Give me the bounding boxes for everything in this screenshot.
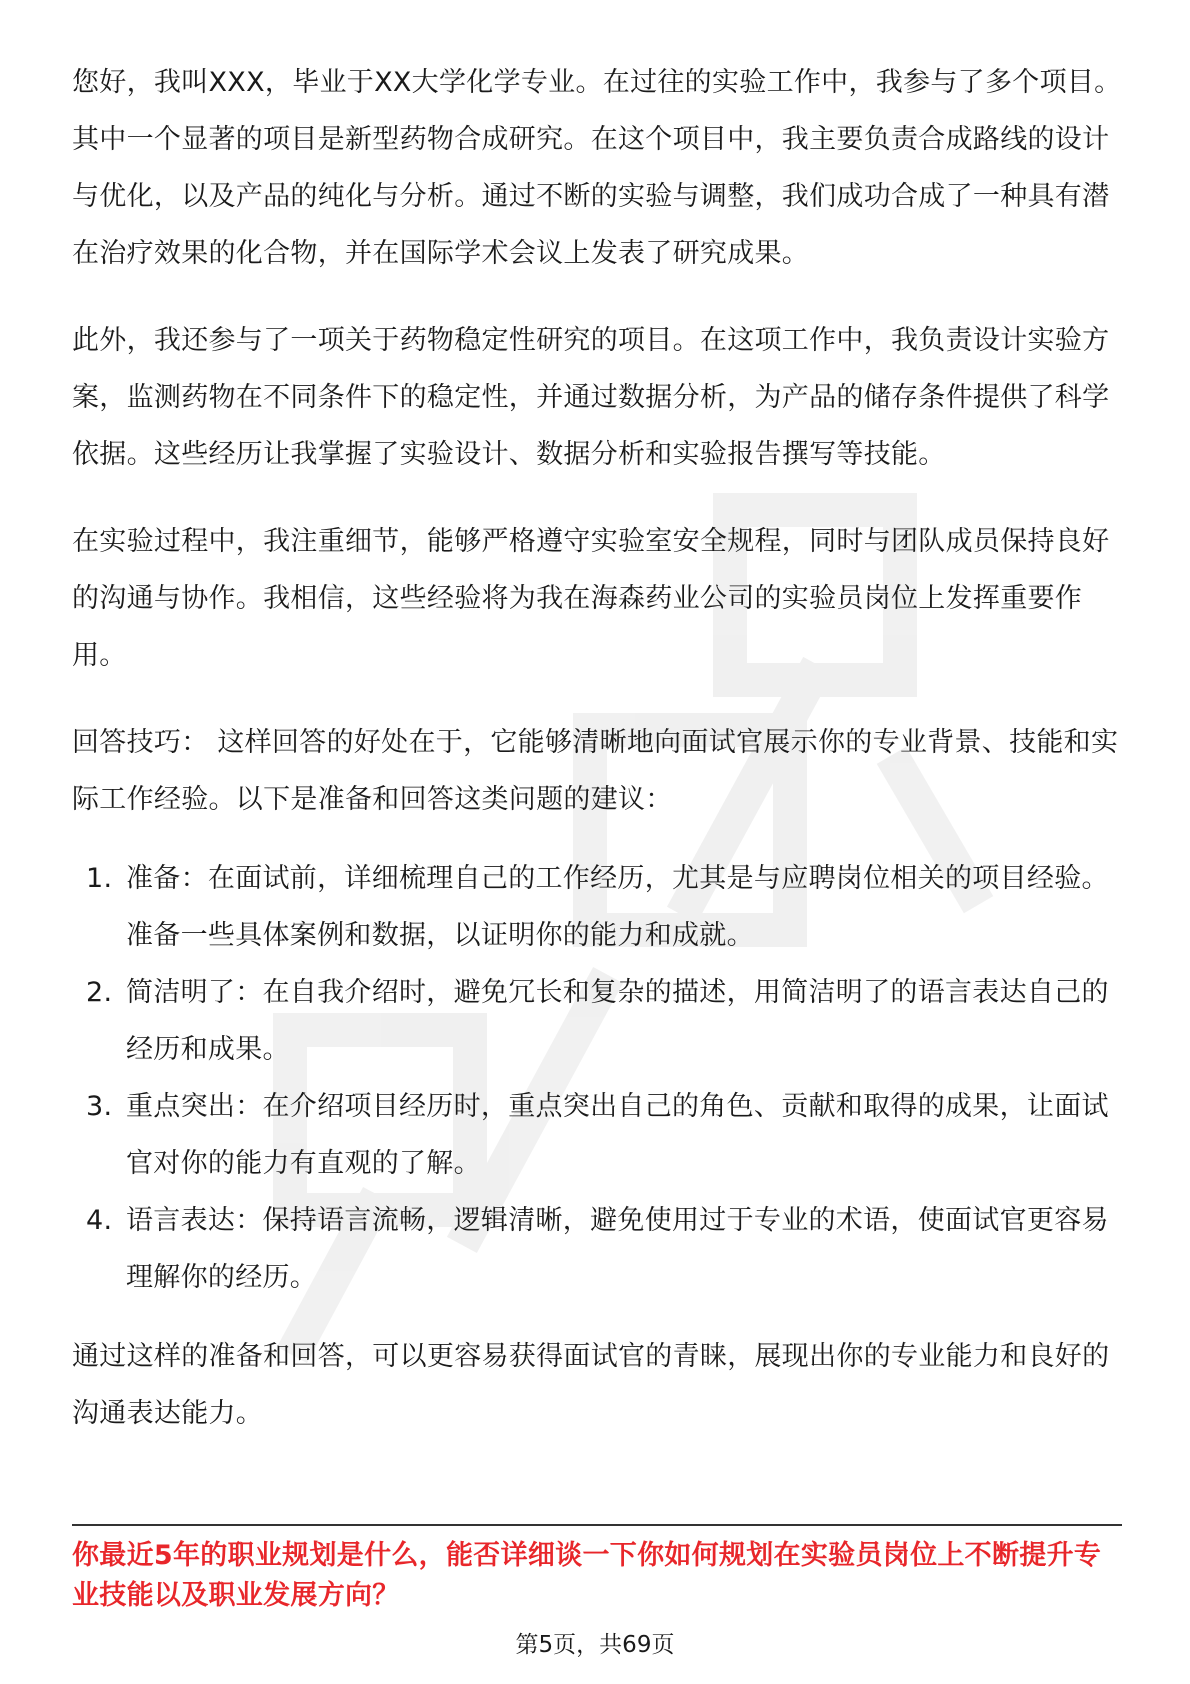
- list-item-text: 重点突出：在介绍项目经历时，重点突出自己的角色、贡献和取得的成果，让面试官对你的能力有直观的了解。: [126, 1091, 1109, 1179]
- list-item: [72, 1192, 1122, 1306]
- paragraph-teamwork: 在实验过程中，我注重细节，能够严格遵守实验室安全规程，同时与团队成员保持良好的沟通与协作。我相信，这些经验将为我在海森药业公司的实验员岗位上发挥重要作用。: [72, 526, 1110, 671]
- paragraph-conclusion: 通过这样的准备和回答，可以更容易获得面试官的青睐，展现出你的专业能力和良好的沟通表达能力。: [72, 1341, 1110, 1429]
- list-item-number: 4.: [86, 1205, 113, 1236]
- list-item: [72, 964, 1122, 1078]
- list-item-text: 语言表达：保持语言流畅，逻辑清晰，避免使用过于专业的术语，使面试官更容易理解你的经历。: [126, 1205, 1109, 1293]
- document-body: [72, 54, 1122, 1472]
- answer-tips-intro: 回答技巧： 这样回答的好处在于，它能够清晰地向面试官展示你的专业背景、技能和实际工作经验。以下是准备和回答这类问题的建议：: [72, 727, 1119, 815]
- list-item: [72, 1078, 1122, 1192]
- section-divider: [72, 1524, 1122, 1526]
- list-item-text: 准备：在面试前，详细梳理自己的工作经历，尤其是与应聘岗位相关的项目经验。准备一些具体案例和数据，以证明你的能力和成就。: [126, 863, 1109, 951]
- list-item-number: 1.: [86, 863, 113, 894]
- list-item-number: 3.: [86, 1091, 113, 1122]
- tips-list: [72, 850, 1122, 1306]
- paragraph-intro: 您好，我叫XXX，毕业于XX大学化学专业。在过往的实验工作中，我参与了多个项目。其中一个显著的项目是新型药物合成研究。在这个项目中，我主要负责合成路线的设计与优化，以及产品的纯化与分析。通过不断的实验与调整，我们成功合成了一种具有潜在治疗效果的化合物，并在国际学术会议上发表了研究成果。: [72, 67, 1122, 269]
- paragraph-stability-project: 此外，我还参与了一项关于药物稳定性研究的项目。在这项工作中，我负责设计实验方案，监测药物在不同条件下的稳定性，并通过数据分析，为产品的储存条件提供了科学依据。这些经历让我掌握了实验设计、数据分析和实验报告撰写等技能。: [72, 325, 1110, 470]
- next-question-heading: 你最近5年的职业规划是什么，能否详细谈一下你如何规划在实验员岗位上不断提升专业技能以及职业发展方向？: [72, 1540, 1102, 1611]
- page-number-footer: 第5页，共69页: [515, 1632, 675, 1658]
- list-item-text: 简洁明了：在自我介绍时，避免冗长和复杂的描述，用简洁明了的语言表达自己的经历和成果。: [126, 977, 1109, 1065]
- list-item: [72, 850, 1122, 964]
- list-item-number: 2.: [86, 977, 113, 1008]
